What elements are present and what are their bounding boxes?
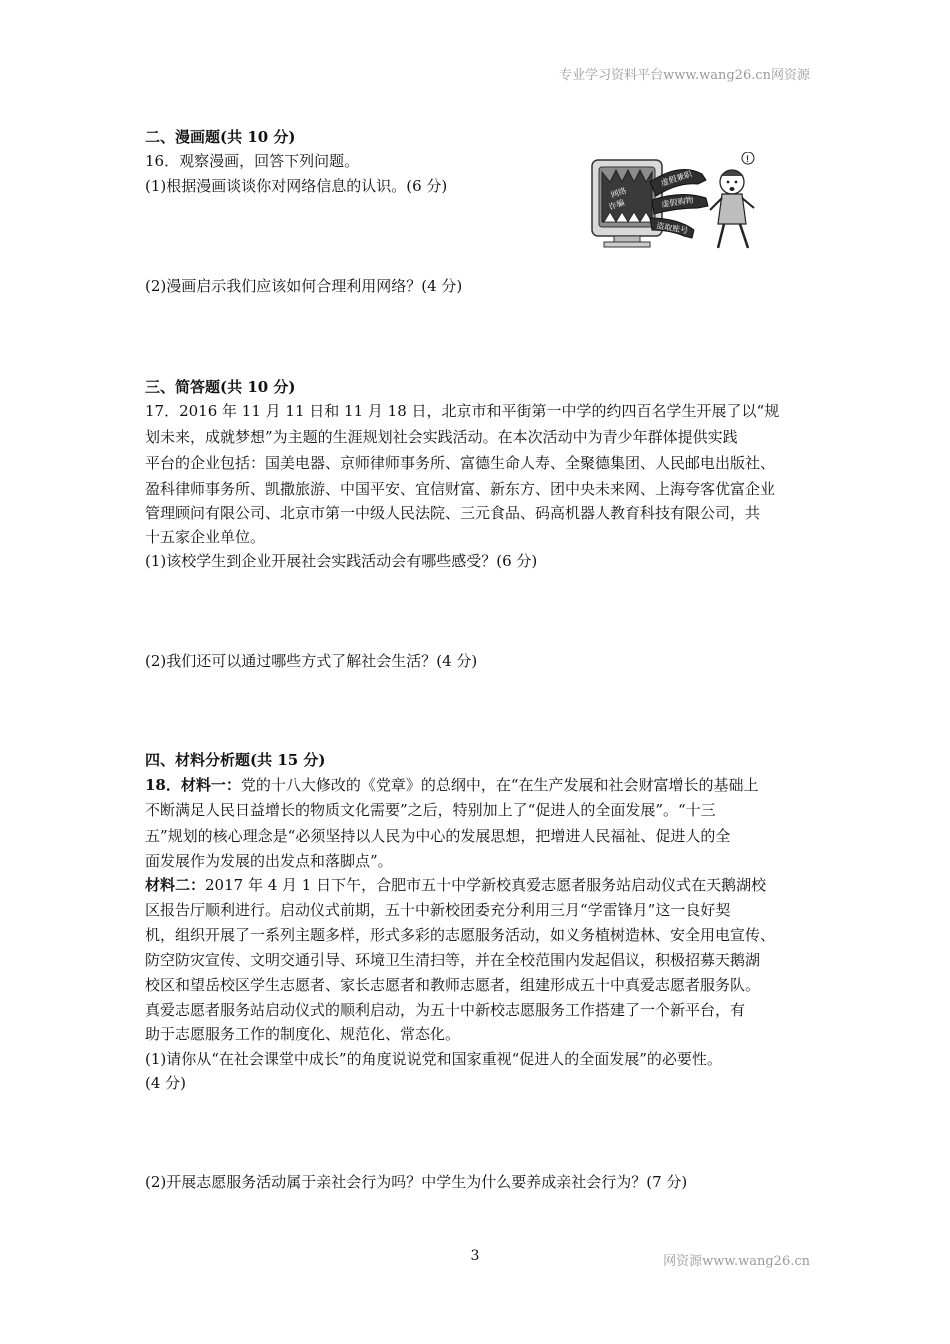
exclaim-mark: !: [746, 154, 749, 164]
question-17-part-2: (2)我们还可以通过哪些方式了解社会生活？(4 分): [145, 652, 478, 670]
material-1-line: 不断满足人民日益增长的物质文化需要”之后，特别加上了“促进人的全面发展”。“十三: [145, 801, 716, 819]
material-1-line: 面发展作为发展的出发点和落脚点”。: [145, 852, 393, 870]
section-heading-comic: 二、漫画题(共 10 分): [145, 128, 296, 146]
header-watermark: 专业学习资料平台www.wang26.cn网资源: [559, 68, 810, 83]
material-1-line: 党的十八大修改的《党章》的总纲中，在“在生产发展和社会财富增长的基础上: [240, 776, 759, 794]
hand-label-3: 盗取账号: [655, 221, 689, 236]
material-2-line: 校区和望岳校区学生志愿者、家长志愿者和教师志愿者，组建形成五十中真爱志愿者服务队。: [145, 976, 761, 994]
material-2-label: 材料二：: [145, 876, 206, 894]
screen-label-2: 诈骗: [607, 197, 626, 212]
material-2-line: 2017 年 4 月 1 日下午，合肥市五十中学新校真爱志愿者服务站启动仪式在天鹅湖校: [205, 876, 767, 894]
question-18-part-1: (1)请你从“在社会课堂中成长”的角度说说党和国家重视“促进人的全面发展”的必要性。: [145, 1050, 722, 1068]
section-heading-material-analysis: 四、材料分析题(共 15 分): [145, 751, 326, 769]
material-1-label: 18．材料一：: [145, 776, 241, 794]
cartoon-illustration: [590, 152, 770, 256]
question-17-line: 17．2016 年 11 月 11 日和 11 月 18 日，北京市和平街第一中学的约四百名学生开展了以“规: [145, 402, 780, 420]
material-2-line: 助于志愿服务工作的制度化、规范化、常态化。: [145, 1025, 461, 1043]
question-16-part-2: (2)漫画启示我们应该如何合理利用网络？(4 分): [145, 277, 463, 295]
material-2-line: 防空防灾宣传、文明交通引导、环境卫生清扫等，并在全校范围内发起倡议，积极招募天鹅湖: [145, 951, 761, 969]
question-17-line: 划未来，成就梦想”为主题的生涯规划社会实践活动。在本次活动中为青少年群体提供实践: [145, 428, 738, 446]
hand-label-2: 虚假购物: [661, 195, 694, 209]
question-17-line: 盈科律师事务所、凯撒旅游、中国平安、宜信财富、新东方、团中央未来网、上海夸客优富企业: [145, 480, 776, 498]
question-17-line: 平台的企业包括：国美电器、京师律师事务所、富德生命人寿、全聚德集团、人民邮电出版社、: [145, 454, 776, 472]
hand-label-1: 虚假兼职: [659, 169, 694, 188]
question-16-intro: 16．观察漫画，回答下列问题。: [145, 152, 360, 170]
footer-source: 网资源www.wang26.cn: [663, 1254, 810, 1269]
question-18-part-1-score: (4 分): [145, 1074, 187, 1092]
question-17-part-1: (1)该校学生到企业开展社会实践活动会有哪些感受？(6 分): [145, 552, 538, 570]
material-2-line: 机，组织开展了一系列主题多样，形式多彩的志愿服务活动，如义务植树造林、安全用电宣传、: [145, 926, 776, 944]
question-17-line: 十五家企业单位。: [145, 528, 266, 546]
section-heading-short-answer: 三、简答题(共 10 分): [145, 378, 296, 396]
material-1-line: 五”规划的核心理念是“必须坚持以人民为中心的发展思想，把增进人民福祉、促进人的全: [145, 827, 731, 845]
screen-label-1: 网络: [609, 185, 628, 200]
question-17-line: 管理顾问有限公司、北京市第一中级人民法院、三元食品、码高机器人教育科技有限公司，共: [145, 504, 761, 522]
question-16-part-1: (1)根据漫画谈谈你对网络信息的认识。(6 分): [145, 177, 448, 195]
question-18-part-2: (2)开展志愿服务活动属于亲社会行为吗？中学生为什么要养成亲社会行为？(7 分): [145, 1173, 688, 1191]
page-number: 3: [470, 1248, 480, 1264]
material-2-line: 区报告厅顺利进行。启动仪式前期，五十中新校团委充分利用三月“学雷锋月”这一良好契: [145, 901, 731, 919]
material-2-line: 真爱志愿者服务站启动仪式的顺利启动，为五十中新校志愿服务工作搭建了一个新平台，有: [145, 1001, 746, 1019]
